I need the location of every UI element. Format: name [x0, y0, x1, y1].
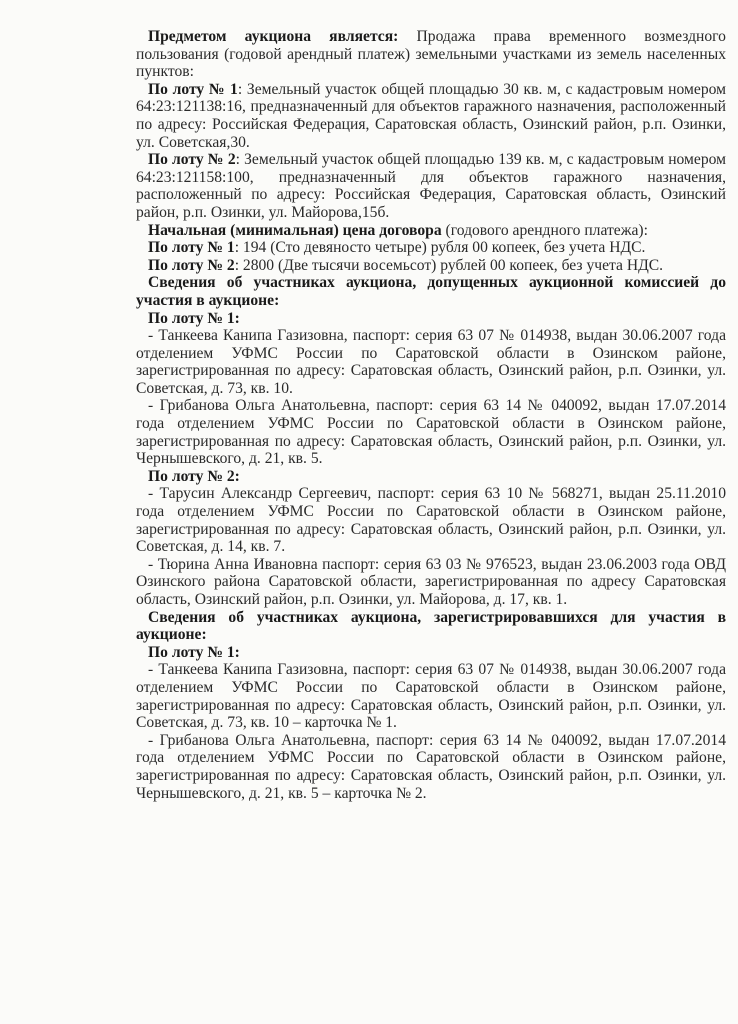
paragraph-bold-lead: По лоту № 1 [148, 80, 238, 98]
paragraph [136, 397, 726, 467]
paragraph [136, 257, 726, 275]
paragraph-text: - Тюрина Анна Ивановна паспорт: серия 63 03 № 976523, выдан 23.06.2003 года ОВД Озинского района Саратовской области, зарегистрированная по адресу Саратовская область, Озинский район, р.п. Озинки, ул. Майорова, д. 17, кв. 1. [136, 555, 726, 608]
paragraph-bold-lead: По лоту № 2 [148, 151, 236, 169]
paragraph-text: : 2800 (Две тысячи восемьсот) рублей 00 копеек, без учета НДС. [234, 256, 664, 274]
paragraph [136, 274, 726, 309]
paragraph [136, 28, 726, 81]
paragraph-bold-lead: Начальная (минимальная) цена договора [148, 221, 442, 239]
paragraph-bold-lead: Предметом аукциона является: [148, 28, 399, 45]
paragraph-text: - Танкеева Канипа Газизовна, паспорт: серия 63 07 № 014938, выдан 30.06.2007 года отделением УФМС России по Саратовской области в Озинском районе, зарегистрированная по адресу: Саратовская область, Озинский район, р.п. Озинки, ул. Советская, д. 73, кв. 10 – карточка № 1. [136, 661, 726, 732]
paragraph [136, 468, 726, 486]
paragraph-text: - Тарусин Александр Сергеевич, паспорт: серия 63 10 № 568271, выдан 25.11.2010 года отделением УФМС России по Саратовской области в Озинском районе, зарегистрированная по адресу: Саратовская область, Озинский район, р.п. Озинки, ул. Советская, д. 14, кв. 7. [136, 485, 726, 556]
paragraph-bold-lead: По лоту № 1 [148, 239, 235, 257]
paragraph [136, 732, 726, 802]
paragraph-text: - Танкеева Канипа Газизовна, паспорт: серия 63 07 № 014938, выдан 30.06.2007 года отделением УФМС России по Саратовской области в Озинском районе, зарегистрированная по адресу: Саратовская область, Озинский район, р.п. Озинки, ул. Советская, д. 73, кв. 10. [136, 327, 726, 397]
paragraph-text: : Земельный участок общей площадью 30 кв. м, с кадастровым номером 64:23:121138:16, предназначенный для объектов гаражного назначения, расположенный по адресу: Российская Федерация, Саратовская область, Озинский район, р.п. Озинки, ул. Советская,30. [136, 80, 726, 151]
paragraph-text: Продажа права временного возмездного пользования (годовой арендный платеж) земельными участками из земель населенных пунктов: [136, 28, 726, 81]
document-page [136, 28, 726, 802]
paragraph [136, 310, 726, 328]
paragraph-bold-lead: По лоту № 1: [148, 309, 240, 327]
paragraph [136, 327, 726, 397]
paragraph [136, 81, 726, 151]
paragraph [136, 609, 726, 644]
paragraph [136, 556, 726, 609]
paragraph-bold-lead: Сведения об участниках аукциона, допущенных аукционной комиссией до участия в аукционе: [136, 274, 726, 309]
paragraph-bold-lead: По лоту № 2: [148, 467, 240, 485]
paragraph [136, 485, 726, 555]
paragraph-text: : Земельный участок общей площадью 139 кв. м, с кадастровым номером 64:23:121158:100, предназначенный для объектов гаражного назначения, расположенный по адресу: Российская Федерация, Саратовская область, Озинский район, р.п. Озинки, ул. Майорова,15б. [136, 151, 726, 221]
paragraph [136, 644, 726, 662]
paragraph-text: : 194 (Сто девяносто четыре) рубля 00 копеек, без учета НДС. [234, 239, 646, 257]
paragraph-bold-lead: По лоту № 2 [148, 256, 235, 274]
paragraph [136, 661, 726, 731]
paragraph-bold-lead: По лоту № 1: [148, 643, 240, 661]
paragraph [136, 151, 726, 221]
paragraph-text: - Грибанова Ольга Анатольевна, паспорт: серия 63 14 № 040092, выдан 17.07.2014 года отделением УФМС России по Саратовской области в Озинском районе, зарегистрированная по адресу: Саратовская область, Озинский район, р.п. Озинки, ул. Чернышевского, д. 21, кв. 5 – карточка № 2. [136, 731, 726, 802]
paragraph [136, 222, 726, 240]
paragraph-text: (годового арендного платежа): [441, 221, 648, 239]
paragraph-text: - Грибанова Ольга Анатольевна, паспорт: серия 63 14 № 040092, выдан 17.07.2014 года отделением УФМС России по Саратовской области в Озинском районе, зарегистрированная по адресу: Саратовская область, Озинский район, р.п. Озинки, ул. Чернышевского, д. 21, кв. 5. [136, 397, 726, 468]
paragraph-bold-lead: Сведения об участниках аукциона, зарегистрировавшихся для участия в аукционе: [136, 608, 726, 644]
paragraph [136, 239, 726, 257]
